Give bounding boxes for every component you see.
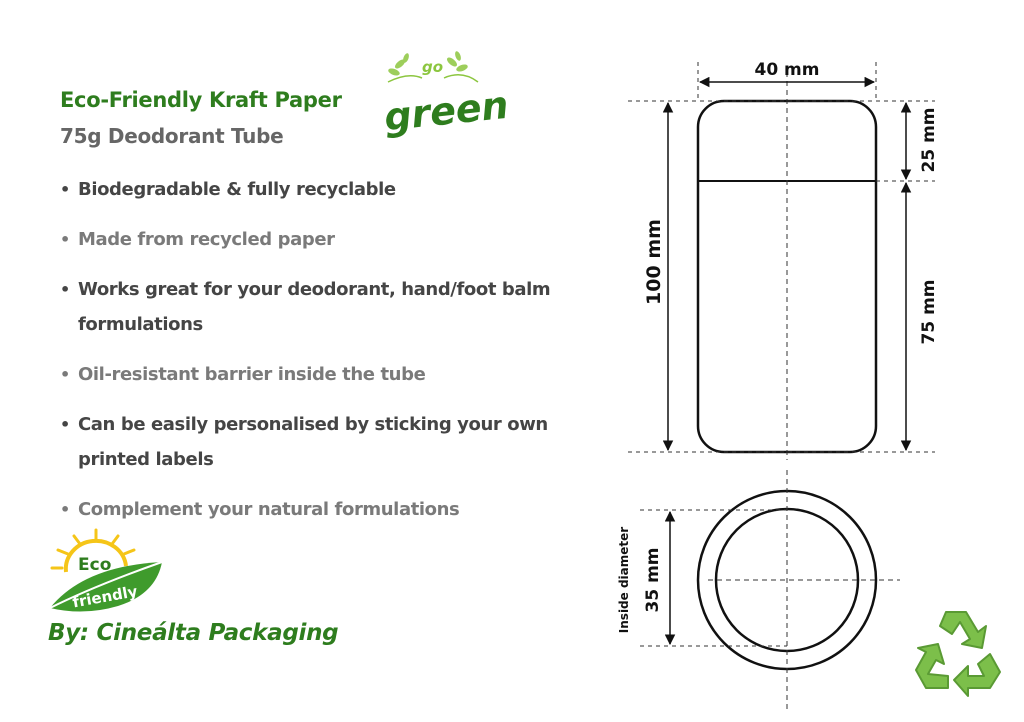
green-text: green — [382, 82, 511, 140]
friendly-text: friendly — [71, 582, 139, 612]
feature-item: • Biodegradable & fully recyclable — [58, 172, 618, 207]
recycle-icon — [908, 604, 1008, 696]
company-byline: By: Cineálta Packaging — [48, 620, 339, 646]
go-text: go — [422, 58, 444, 76]
eco-text: Eco — [78, 555, 112, 575]
page-title: Eco-Friendly Kraft Paper — [60, 88, 342, 112]
feature-item: • Complement your natural formulations — [58, 492, 618, 527]
inside-diameter-caption: Inside diameter — [617, 526, 631, 634]
total-height-label: 100 mm — [643, 219, 665, 305]
feature-item: • Can be easily personalised by sticking your own printed labels — [58, 407, 618, 477]
tube-dimension-diagram — [600, 40, 960, 722]
body-height-label: 75 mm — [919, 279, 939, 345]
feature-item: • Oil-resistant barrier inside the tube — [58, 357, 618, 392]
eco-friendly-badge-icon — [44, 526, 170, 618]
inside-diameter-label: 35 mm — [643, 547, 663, 613]
width-label: 40 mm — [754, 60, 820, 80]
go-green-logo-icon — [378, 42, 511, 142]
cap-height-label: 25 mm — [919, 107, 939, 173]
feature-list — [58, 172, 618, 542]
page-subtitle: 75g Deodorant Tube — [60, 124, 284, 148]
feature-item: • Made from recycled paper — [58, 222, 618, 257]
feature-item: • Works great for your deodorant, hand/foot balm formulations — [58, 272, 618, 342]
